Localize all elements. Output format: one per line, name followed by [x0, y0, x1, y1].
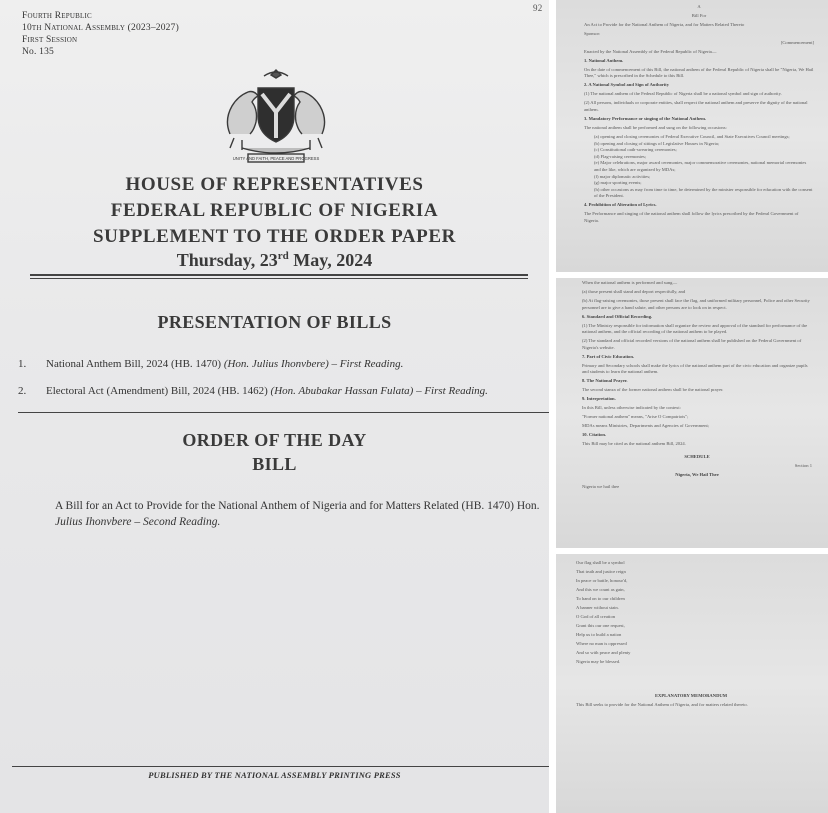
section-1-title: 1. National Anthem. — [584, 57, 624, 63]
section-9-text: In this Bill, unless otherwise indicated by the context: — [582, 405, 681, 411]
section-6-text-1: (1) The Ministry responsible for information shall organize the review and approval of the standard for performance of the national anthem, and the official recording of the national anthem to be played. — [582, 322, 808, 335]
order-item-line-2: Julius Ihonvbere – Second Reading. — [55, 516, 221, 528]
bill-text: National Anthem Bill, 2024 (HB. 1470) — [46, 358, 222, 370]
memo-text: This Bill seeks to provide for the National Anthem of Nigeria, and for matters related thereto. — [576, 702, 748, 708]
order-item-line-1: A Bill for an Act to Provide for the National Anthem of Nigeria and for Matters Related (HB. 1470) Hon. — [55, 500, 540, 512]
anthem-line: Nigeria may be blessed. — [576, 658, 621, 664]
section-2-title: 2. A National Symbol and Sign of Authority — [584, 82, 670, 88]
date-text: Thursday, 23rd May, 2024 — [176, 250, 373, 270]
footer-divider — [12, 766, 549, 767]
bill-page-2-content — [582, 280, 812, 493]
section-9-definition-2: MDAs means Ministries, Departments and Agencies of Government; — [582, 423, 710, 429]
bill-long-title: An Act to Provide for the National Anthem of Nigeria, and for Matters Related Thereto — [584, 21, 745, 27]
anthem-line: A banner without stain. — [576, 604, 619, 610]
list-item: (a) opening and closing ceremonies of Federal Executive Council, and State Executives Council meetings; — [594, 133, 790, 139]
anthem-line: To hand on to our children — [576, 595, 625, 601]
section-9-title: 9. Interpretation. — [582, 396, 616, 402]
republic-label: Fourth Republic — [22, 11, 92, 21]
anthem-title: Nigeria, We Hail Thee — [675, 471, 719, 477]
anthem-line: Where no man is oppressed — [576, 640, 627, 646]
anthem-first-line: Nigeria we hail thee — [582, 484, 620, 490]
list-item: (g) major sporting events; — [594, 180, 642, 186]
list-item: (d) Flag-raising ceremonies; — [594, 153, 647, 159]
section-1-text: On the date of commencement of this Bill, the national anthem of the Federal Republic of Nigeria shall be "Nigeria, We Hail Thee," which is prescribed in the Schedule to this Bill. — [584, 66, 814, 79]
presentation-of-bills-heading: PRESENTATION OF BILLS — [157, 312, 392, 332]
bill-heading: BILL — [252, 454, 297, 474]
memo-heading: EXPLANATORY MEMORANDUM — [654, 693, 728, 699]
bill-text: Electoral Act (Amendment) Bill, 2024 (HB. 1462) — [46, 385, 268, 397]
title-line-2: FEDERAL REPUBLIC OF NIGERIA — [110, 200, 439, 221]
title-divider — [30, 274, 528, 276]
page-number: 92 — [533, 3, 543, 13]
bill-item-2 — [18, 385, 543, 397]
anthem-line: And so with peace and plenty — [576, 649, 631, 655]
section-8-text: The second stanza of the former national anthem shall be the national prayer. — [582, 387, 724, 393]
coat-of-arms-icon — [212, 64, 340, 170]
bill-number: 2. — [18, 385, 27, 397]
section-9-definition-1: "Former national anthem" means, "Arise O Compatriots"; — [582, 414, 689, 420]
section-3-list — [594, 134, 814, 200]
bill-page-1 — [556, 0, 828, 272]
order-item — [55, 498, 549, 530]
paper-number: No. 135 — [22, 47, 55, 57]
section-5-a: (a) those present shall stand and deport respectfully, and — [582, 288, 686, 294]
list-item: (h) other occasions as may from time to time, be determined by the minister responsible for education with the consent of the President. — [594, 186, 813, 199]
bill-number: 1. — [18, 358, 27, 370]
title-line-3: SUPPLEMENT TO THE ORDER PAPER — [93, 226, 456, 247]
section-4-title: 4. Prohibition of Alteration of Lyrics. — [584, 201, 657, 207]
section-10-text: This Bill may be cited as the national anthem Bill, 2024. — [582, 441, 686, 447]
order-of-the-day-heading: ORDER OF THE DAY — [182, 430, 367, 450]
page-mark: A — [697, 4, 701, 9]
section-6-title: 6. Standard and Official Recording. — [582, 313, 653, 319]
anthem-line: In peace or battle, honour'd, — [576, 577, 628, 583]
section-10-title: 10. Citation. — [582, 432, 607, 438]
list-item: (e) Major celebrations, major award ceremonies, major commemorative ceremonies, national memorial ceremonies and the like, which are organized by MDAs; — [594, 160, 807, 172]
session-label: First Session — [22, 35, 78, 45]
section-5-intro: When the national anthem is performed and sung— — [582, 280, 678, 285]
list-item: (c) Constitutional oath-swearing ceremonies; — [594, 147, 677, 153]
assembly-label: 10th National Assembly (2023–2027) — [22, 23, 179, 33]
bill-item-1 — [18, 358, 543, 370]
list-item: (b) opening and closing of sittings of Legislative Houses in Nigeria; — [594, 140, 720, 146]
section-7-text: Primary and Secondary schools shall make the lyrics of the national anthem part of the civic education and organize pupils and students to learn the national anthem. — [582, 362, 808, 375]
section-2-text-1: (1) The national anthem of the Federal Republic of Nigeria shall be a national symbol and sign of authority. — [584, 91, 782, 97]
bills-divider — [18, 412, 549, 413]
bill-page-1-content — [584, 4, 814, 226]
commencement-line: [Commencement] — [780, 39, 814, 45]
sponsor-line: Sponsor: — [584, 30, 601, 36]
session-header — [22, 10, 262, 58]
bill-page-2 — [556, 278, 828, 548]
bill-page-3-content — [576, 560, 806, 711]
list-item: (f) major diplomatic activities; — [594, 173, 651, 179]
crest-motto: UNITY AND FAITH, PEACE AND PROGRESS — [232, 156, 320, 161]
schedule-section: Section 1 — [794, 462, 812, 468]
anthem-line: O God of all creation — [576, 613, 616, 619]
title-line-1: HOUSE OF REPRESENTATIVES — [125, 174, 424, 195]
date-ordinal: rd — [277, 250, 289, 262]
section-3-text: The national anthem shall be performed and sung on the following occasions: — [584, 125, 727, 130]
bill-for-heading: Bill For — [691, 12, 707, 18]
enacting-clause: Enacted by the National Assembly of the Federal Republic of Nigeria— — [584, 48, 717, 54]
anthem-line: And this we count as gain, — [576, 586, 625, 592]
anthem-line: Our flag shall be a symbol — [576, 560, 625, 565]
anthem-line: Grant this our one request, — [576, 622, 625, 628]
printer-footer: PUBLISHED BY THE NATIONAL ASSEMBLY PRINTING PRESS — [148, 770, 401, 780]
bill-sponsor: (Hon. Abubakar Hassan Fulata) – First Reading. — [270, 385, 488, 397]
bill-page-3 — [556, 554, 828, 813]
anthem-line: That truth and justice reign — [576, 568, 626, 574]
section-6-text-2: (2) The standard and official recorded versions of the national anthem shall be published on the Federal Government of Nigeria's website. — [582, 338, 802, 350]
section-5-b: (b) At flag-raising ceremonies, those present shall face the flag, and uniformed military personnel, Police and other Security personnel are to give a hand salute, and other persons are to look on in respect. — [582, 297, 810, 310]
section-4-text: The Performance and singing of the national anthem shall follow the lyrics prescribed by the Federal Government of Nigeria. — [584, 210, 799, 223]
section-2-text-2: (2) All persons, individuals or corporate entities, shall respect the national anthem and preserve the dignity of the national anthem. — [584, 100, 808, 113]
anthem-line: Help us to build a nation — [576, 631, 622, 637]
title-divider-thin — [30, 278, 528, 279]
title-block — [0, 172, 549, 271]
date-line — [0, 250, 549, 271]
schedule-heading: SCHEDULE — [684, 453, 710, 459]
section-7-title: 7. Part of Civic Education. — [582, 353, 635, 359]
section-3-title: 3. Mandatory Performance or singing of the National Anthem. — [584, 116, 707, 122]
section-8-title: 8. The National Prayer. — [582, 378, 628, 384]
bill-sponsor: (Hon. Julius Ihonvbere) – First Reading. — [223, 358, 404, 370]
